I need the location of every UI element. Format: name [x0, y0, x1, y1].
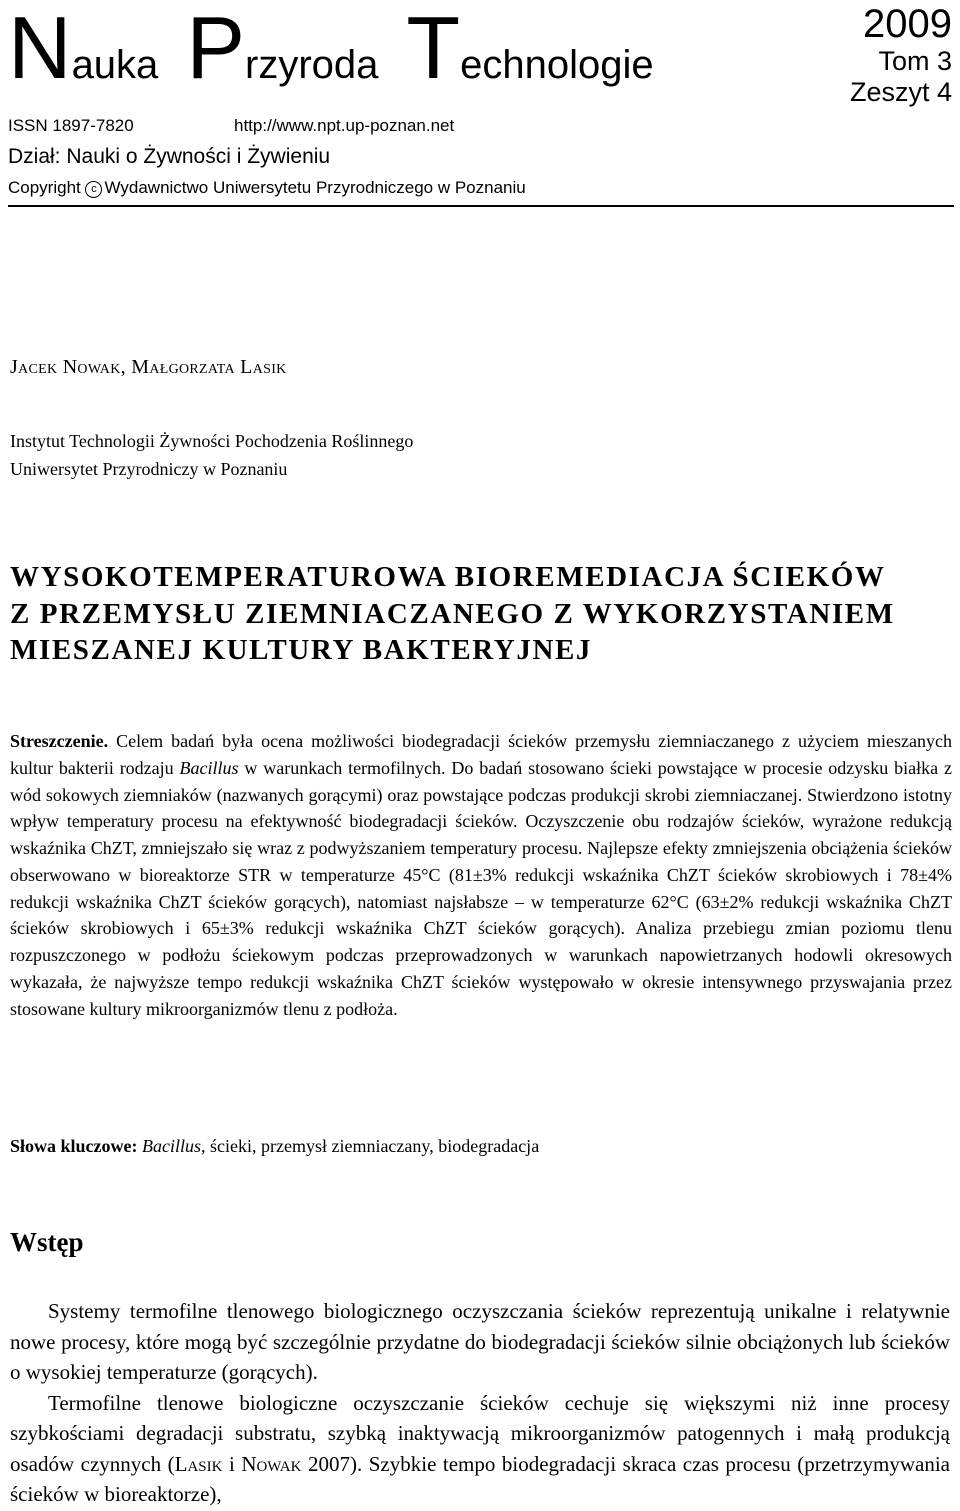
- paper-title-line: Z PRZEMYSŁU ZIEMNIACZANEGO Z WYKORZYSTANIEM: [10, 597, 895, 630]
- paper-title: [10, 559, 956, 669]
- intro-text: i: [222, 1451, 242, 1476]
- journal-title-initial-p: P: [186, 0, 246, 97]
- journal-title-initial-t: T: [406, 0, 461, 97]
- copyright-line: Copyright c Wydawnictwo Uniwersytetu Przyrodniczego w Poznaniu: [8, 178, 526, 197]
- affiliation-university: Uniwersytet Przyrodniczy w Poznaniu: [10, 459, 288, 479]
- intro-paragraph: Systemy termofilne tlenowego biologicznego oczyszczania ścieków reprezentują unikalne i relatywnie nowe procesy, które mogą być szczególnie przydatne do biodegradacji ścieków silnie obciążonych lub ścieków o wysokiej temperaturze (gorących).: [10, 1299, 950, 1384]
- department: Dział: Nauki o Żywności i Żywieniu: [8, 145, 331, 168]
- journal-masthead: [8, 0, 954, 208]
- copyright-holder: Wydawnictwo Uniwersytetu Przyrodniczego w Poznaniu: [104, 178, 526, 197]
- abstract-label: Streszczenie.: [10, 731, 109, 751]
- journal-title-word-3: echnologie: [460, 43, 654, 87]
- abstract: [10, 728, 952, 1022]
- issue-volume: Tom 3: [878, 46, 952, 76]
- intro-paragraph: [10, 1388, 950, 1510]
- header-divider: [8, 205, 954, 207]
- section-heading-intro: Wstęp: [10, 1227, 84, 1257]
- issue-number: Zeszyt 4: [849, 77, 952, 107]
- abstract-text: w warunkach termofilnych. Do badań stosowano ścieki powstające w procesie odzysku białka z wód sokowych ziemniaków (nazwanych gorącymi) oraz powstające podczas produkcji skrobi ziemniaczanej. Stwierdzono istotny wpływ temperatury procesu na efektywność biodegradacji ścieków. Oczyszczenie obu rodzajów ścieków, wyrażone redukcją wskaźnika ChZT, zmniejszało się wraz z podwyższaniem temperatury procesu. Najlepsze efekty zmniejszenia obciążenia ścieków obserwowano w bioreaktorze STR w temperaturze 45°C (81±3% redukcji wskaźnika ChZT ścieków skrobiowych i 78±4% redukcji wskaźnika ChZT ścieków gorących), natomiast najsłabsze – w temperaturze 62°C (63±2% redukcji wskaźnika ChZT ścieków skrobiowych i 65±3% redukcji wskaźnika ChZT ścieków gorących). Analiza przebiegu zmian poziomu tlenu rozpuszczonego w podłożu ściekowym podczas przeprowadzonych w warunkach napowietrzanych hodowli okresowych wykazała, że najwyższe tempo redukcji wskaźnika ChZT ścieków występowało w okresie intensywnego przyswajania przez stosowane kultury mikroorganizmów tlenu z podłoża.: [10, 757, 952, 1019]
- intro-body: [10, 1296, 950, 1510]
- journal-title-word-1: auka: [71, 43, 159, 87]
- citation-author: Nowak: [241, 1451, 302, 1476]
- author-list: Jacek Nowak, Małgorzata Lasik: [10, 356, 287, 378]
- citation-author: Lasik: [174, 1451, 223, 1476]
- intro-text: 2007). Szybkie tempo biodegradacji skraca czas procesu (przetrzymywania ścieków w bioreaktorze),: [10, 1451, 950, 1506]
- issue-info: [850, 2, 952, 108]
- issue-year: 2009: [863, 2, 952, 46]
- abstract-text: Celem badań była ocena możliwości biodegradacji ścieków przemysłu ziemniaczanego z użyciem mieszanych kultur bakterii rodzaju: [10, 731, 952, 778]
- abstract-genus: Bacillus: [179, 757, 239, 778]
- keyword-genus: Bacillus: [142, 1136, 201, 1156]
- journal-title-word-2: rzyroda: [245, 43, 379, 87]
- journal-url[interactable]: http://www.npt.up-poznan.net: [234, 116, 455, 135]
- affiliation-institute: Instytut Technologii Żywności Pochodzenia Roślinnego: [10, 431, 414, 451]
- paper-title-line: WYSOKOTEMPERATUROWA BIOREMEDIACJA ŚCIEKÓW: [10, 561, 886, 593]
- journal-title: [8, 0, 654, 97]
- journal-title-initial-n: N: [8, 0, 72, 97]
- paper-title-line: MIESZANEJ KULTURY BAKTERYJNEJ: [10, 634, 593, 666]
- copyright-icon: c: [85, 181, 102, 198]
- keywords: [10, 1136, 539, 1157]
- keywords-list: , ścieki, przemysł ziemniaczany, biodegradacja: [201, 1136, 540, 1156]
- keywords-label: Słowa kluczowe:: [10, 1136, 138, 1156]
- intro-text: Termofilne tlenowe biologiczne oczyszczanie ścieków cechuje się większymi niż inne procesy szybkościami degradacji substratu, szybką inaktywacją mikroorganizmów patogennych i małą produkcją osadów czynnych (: [10, 1390, 950, 1476]
- issn: ISSN 1897-7820: [8, 116, 134, 135]
